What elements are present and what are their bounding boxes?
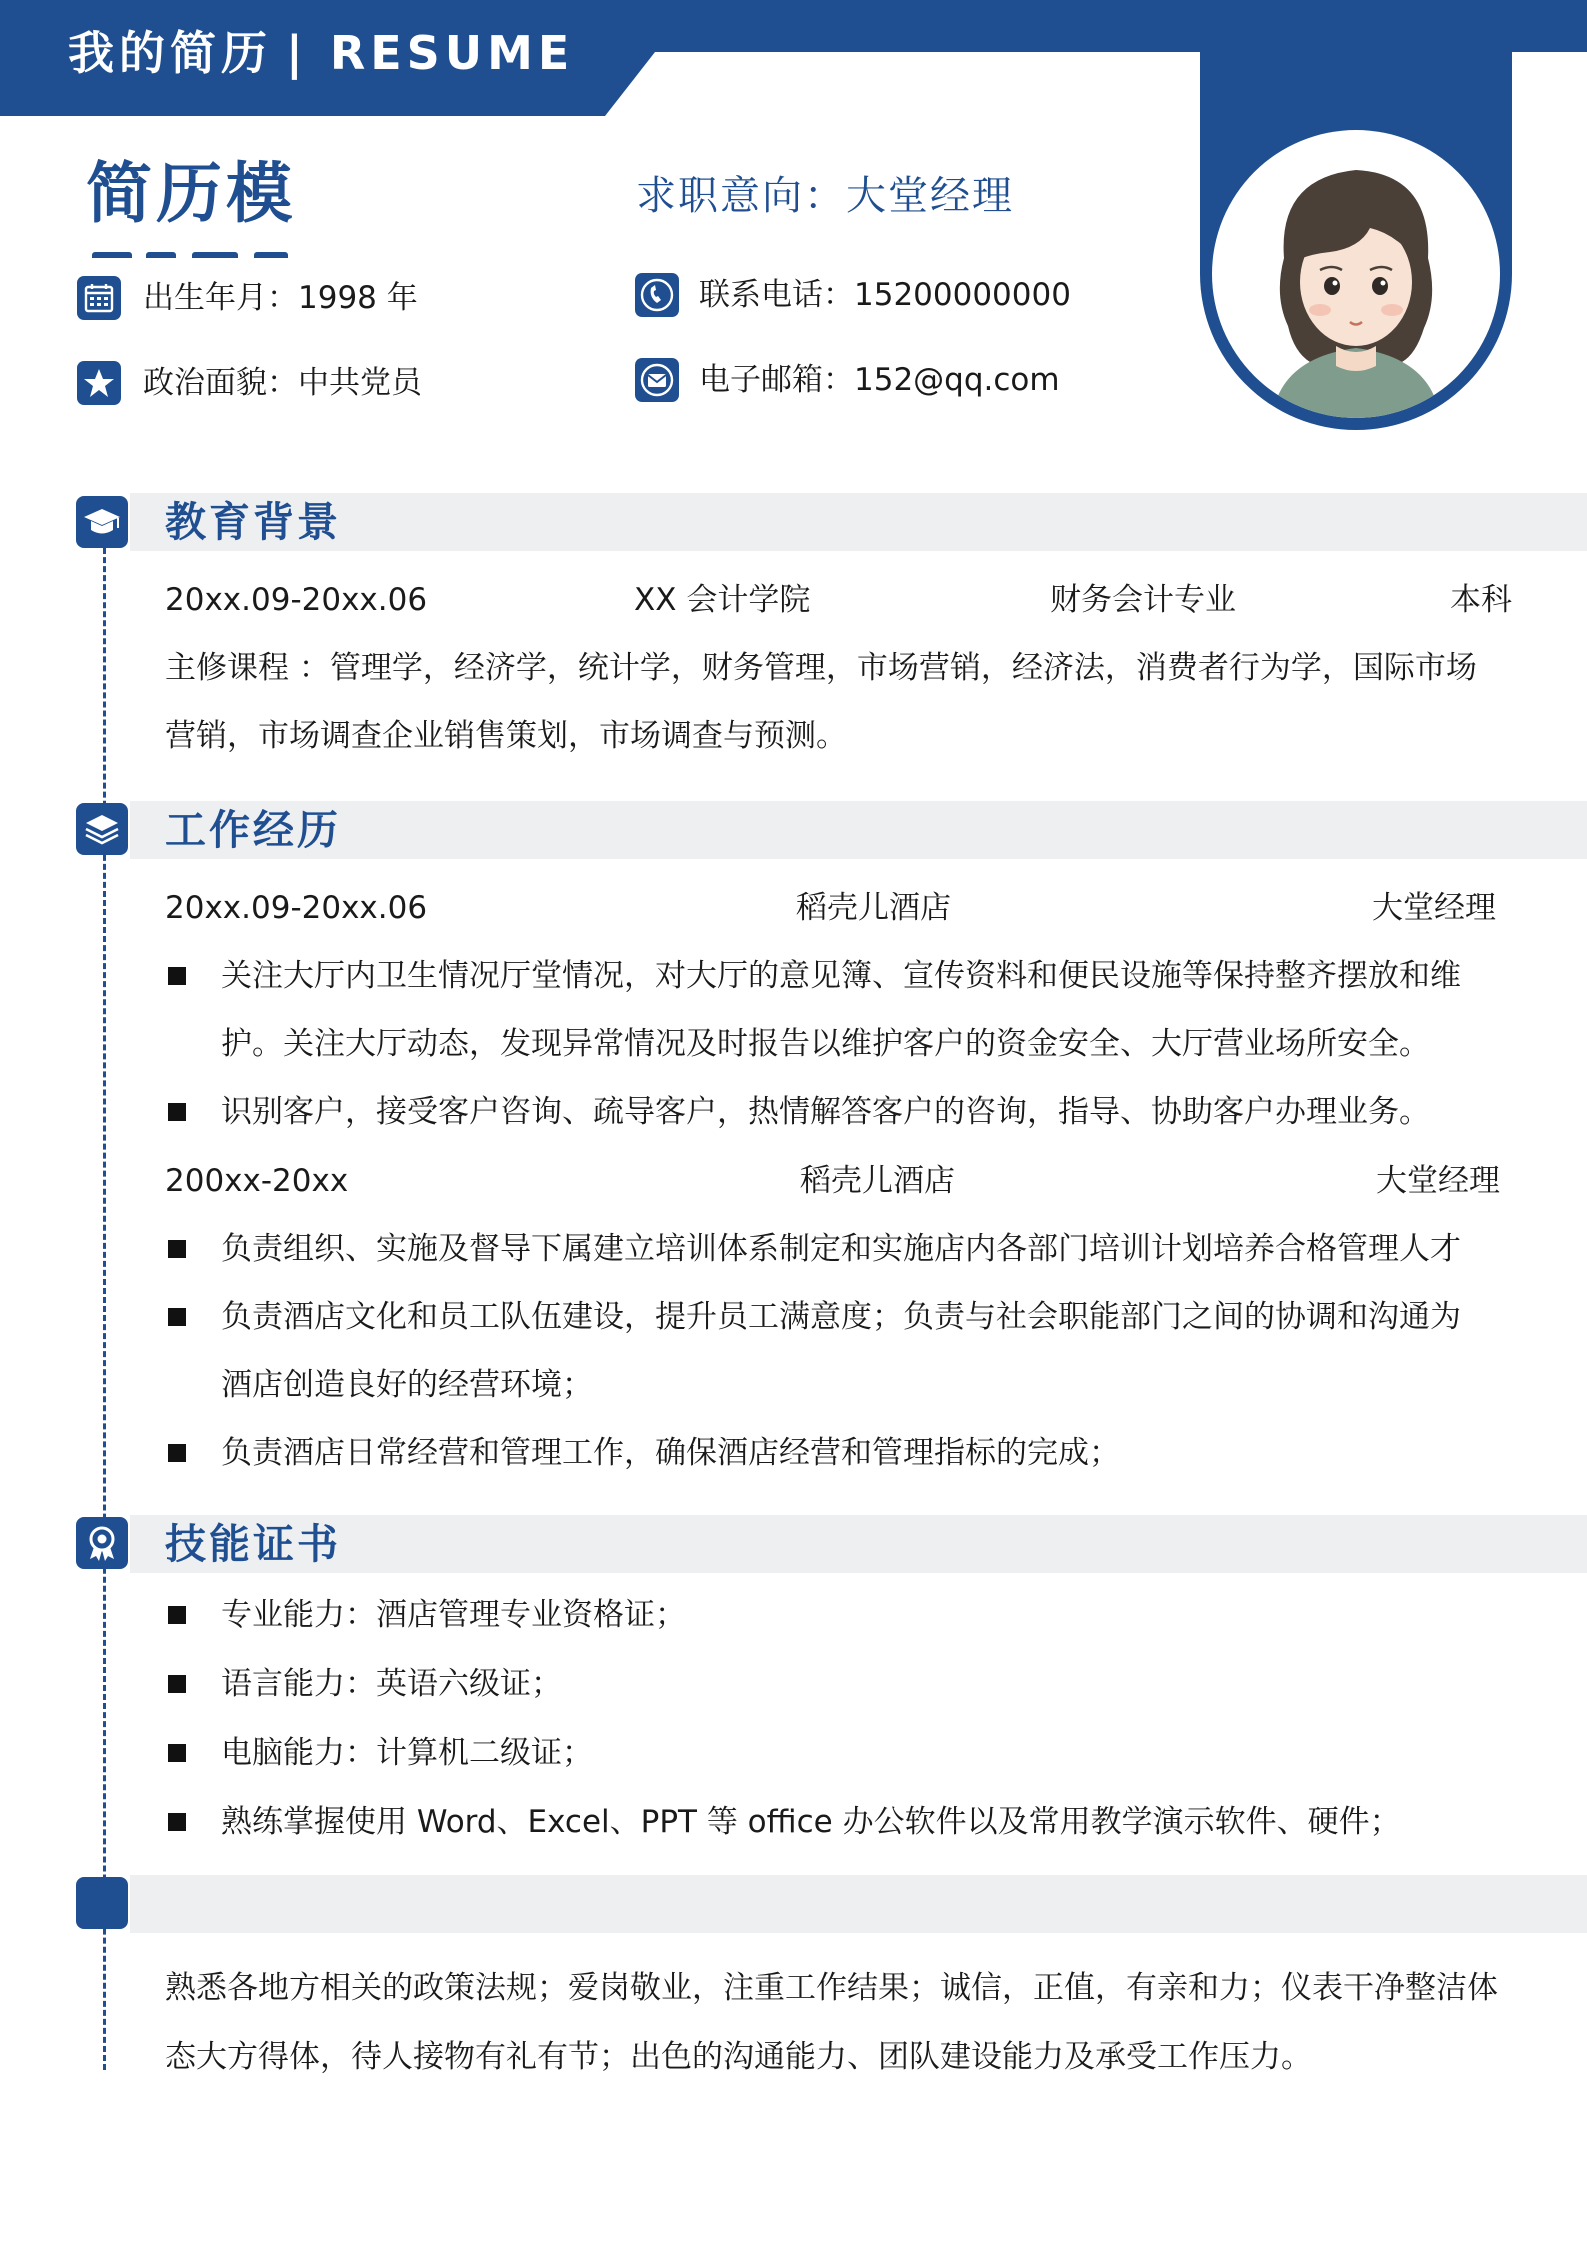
job-2-period: 200xx-20xx <box>165 1163 349 1199</box>
bullet-marker <box>168 1744 186 1762</box>
calendar-icon <box>77 276 121 320</box>
bullet-marker <box>168 1240 186 1258</box>
skill-item-3: 电脑能力：计算机二级证； <box>221 1735 593 1771</box>
banner-title-en: RESUME <box>329 26 575 80</box>
bullet-marker <box>168 1675 186 1693</box>
job-2-duty-1: 负责组织、实施及督导下属建立培训体系制定和实施店内各部门培训计划培养合格管理人才 <box>221 1231 1461 1267</box>
job-1-duty-1-line1: 关注大厅内卫生情况厅堂情况，对大厅的意见簿、宣传资料和便民设施等保持整齐摆放和维 <box>221 958 1461 994</box>
skill-item-2: 语言能力：英语六级证； <box>221 1666 562 1702</box>
avatar <box>1200 118 1512 430</box>
education-school: XX 会计学院 <box>634 582 811 618</box>
education-courses-line2: 营销，市场调查企业销售策划，市场调查与预测。 <box>165 718 847 754</box>
award-icon <box>76 1517 128 1569</box>
job-2-position: 大堂经理 <box>1376 1163 1500 1199</box>
job-1-duty-1-line2: 护。关注大厅动态，发现异常情况及时报告以维护客户的资金安全、大厅营业场所安全。 <box>221 1026 1430 1062</box>
star-icon <box>77 361 121 405</box>
job-target: 求职意向：大堂经理 <box>636 173 1014 219</box>
political-status: 政治面貌：中共党员 <box>143 365 422 401</box>
section-bar-education <box>130 493 1587 551</box>
birth-date: 出生年月：1998 年 <box>143 280 418 316</box>
job-2-duty-2-line1: 负责酒店文化和员工队伍建设，提升员工满意度；负责与社会职能部门之间的协调和沟通为 <box>221 1299 1461 1335</box>
skill-item-1: 专业能力：酒店管理专业资格证； <box>221 1597 686 1633</box>
job-2-duty-3: 负责酒店日常经营和管理工作，确保酒店经营和管理指标的完成； <box>221 1435 1120 1471</box>
section-bar-skills <box>130 1515 1587 1573</box>
education-major: 财务会计专业 <box>1050 582 1236 618</box>
education-courses-line1: 主修课程 ：管理学，经济学，统计学，财务管理，市场营销，经济法，消费者行为学，国际市场 <box>165 650 1477 686</box>
name-overflow-line <box>86 246 306 258</box>
graduation-cap-icon <box>76 496 128 548</box>
section-timeline <box>103 530 106 2070</box>
bullet-marker <box>168 1813 186 1831</box>
bullet-marker <box>168 967 186 985</box>
job-2-duty-2-line2: 酒店创造良好的经营环境； <box>221 1367 593 1403</box>
mail-icon <box>635 358 679 402</box>
bullet-marker <box>168 1606 186 1624</box>
evaluation-line2: 态大方得体，待人接物有礼有节；出色的沟通能力、团队建设能力及承受工作压力。 <box>165 2039 1312 2075</box>
job-2-company: 稻壳儿酒店 <box>800 1163 955 1199</box>
layers-icon <box>76 803 128 855</box>
bullet-marker <box>168 1308 186 1326</box>
evaluation-line1: 熟悉各地方相关的政策法规；爱岗敬业，注重工作结果；诚信，正值，有亲和力；仪表干净整洁体 <box>165 1970 1498 2006</box>
job-1-company: 稻壳儿酒店 <box>796 890 951 926</box>
phone-icon <box>635 273 679 317</box>
job-1-duty-2: 识别客户，接受客户咨询、疏导客户，热情解答客户的咨询，指导、协助客户办理业务。 <box>221 1094 1430 1130</box>
banner-title-cn: 我的简历 <box>68 26 272 80</box>
job-1-position: 大堂经理 <box>1372 890 1496 926</box>
section-bar-evaluation <box>130 1875 1587 1933</box>
job-1-period: 20xx.09-20xx.06 <box>165 890 428 926</box>
avatar-illustration <box>1212 130 1500 418</box>
name-block <box>86 142 386 258</box>
candidate-name: 简历模 <box>86 155 296 232</box>
skill-item-4: 熟练掌握使用 Word、Excel、PPT 等 office 办公软件以及常用教学演示软件、硬件； <box>221 1804 1401 1840</box>
section-title-work: 工作经历 <box>165 806 341 854</box>
bullet-marker <box>168 1444 186 1462</box>
section-bar-work <box>130 801 1587 859</box>
banner-title <box>68 18 574 88</box>
education-period: 20xx.09-20xx.06 <box>165 582 428 618</box>
section-title-skills: 技能证书 <box>165 1520 341 1568</box>
banner-separator: | <box>286 26 308 80</box>
bullet-marker <box>168 1103 186 1121</box>
phone-number: 联系电话：15200000000 <box>699 277 1071 313</box>
section-title-education: 教育背景 <box>165 498 341 546</box>
section-marker-icon <box>76 1877 128 1929</box>
education-degree: 本科 <box>1450 582 1512 618</box>
email-address: 电子邮箱：152@qq.com <box>699 362 1060 398</box>
